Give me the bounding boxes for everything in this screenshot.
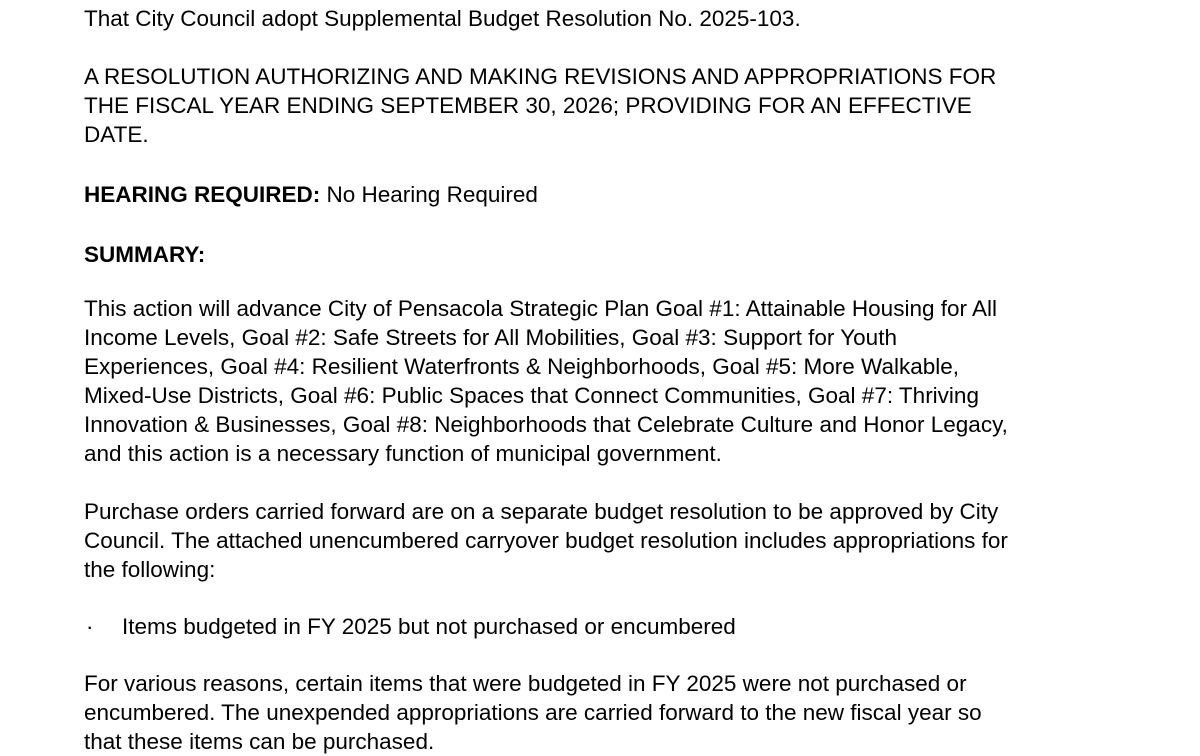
- bullet-icon: ·: [86, 614, 94, 639]
- summary-paragraph: [84, 294, 1144, 468]
- hearing-label: HEARING REQUIRED:: [84, 182, 321, 207]
- resolution-title-line: A RESOLUTION AUTHORIZING AND MAKING REVISIONS AND APPROPRIATIONS FOR: [84, 64, 997, 89]
- purchase-line: Council. The attached unencumbered carryover budget resolution includes appropriations for: [84, 528, 1008, 553]
- reasons-line: encumbered. The unexpended appropriations are carried forward to the new fiscal year so: [84, 700, 982, 725]
- reasons-line: that these items can be purchased.: [84, 729, 435, 754]
- summary-line: and this action is a necessary function of municipal government.: [84, 441, 722, 466]
- document-page: [84, 4, 1144, 756]
- hearing-required: [84, 180, 1144, 209]
- summary-line: Innovation & Businesses, Goal #8: Neighborhoods that Celebrate Culture and Honor Legacy,: [84, 412, 1008, 437]
- recommendation-text: That City Council adopt Supplemental Budget Resolution No. 2025-103.: [84, 6, 801, 31]
- purchase-line: the following:: [84, 557, 216, 582]
- reasons-paragraph: [84, 669, 1144, 756]
- summary-heading: SUMMARY:: [84, 242, 206, 267]
- purchase-orders-paragraph: [84, 497, 1144, 584]
- reasons-line: For various reasons, certain items that were budgeted in FY 2025 were not purchased or: [84, 671, 967, 696]
- bullet-item: [84, 612, 1144, 641]
- purchase-line: Purchase orders carried forward are on a separate budget resolution to be approved by City: [84, 499, 999, 524]
- summary-line: This action will advance City of Pensacola Strategic Plan Goal #1: Attainable Housing for All: [84, 296, 997, 321]
- resolution-title: [84, 62, 1144, 149]
- hearing-value: No Hearing Required: [320, 182, 538, 207]
- bullet-text: Items budgeted in FY 2025 but not purchased or encumbered: [122, 614, 736, 639]
- summary-line: Income Levels, Goal #2: Safe Streets for All Mobilities, Goal #3: Support for Youth: [84, 325, 897, 350]
- summary-line: Mixed-Use Districts, Goal #6: Public Spaces that Connect Communities, Goal #7: Thriving: [84, 383, 979, 408]
- resolution-title-line: THE FISCAL YEAR ENDING SEPTEMBER 30, 2026; PROVIDING FOR AN EFFECTIVE: [84, 93, 972, 118]
- resolution-title-line: DATE.: [84, 122, 149, 147]
- summary-line: Experiences, Goal #4: Resilient Waterfronts & Neighborhoods, Goal #5: More Walkable,: [84, 354, 960, 379]
